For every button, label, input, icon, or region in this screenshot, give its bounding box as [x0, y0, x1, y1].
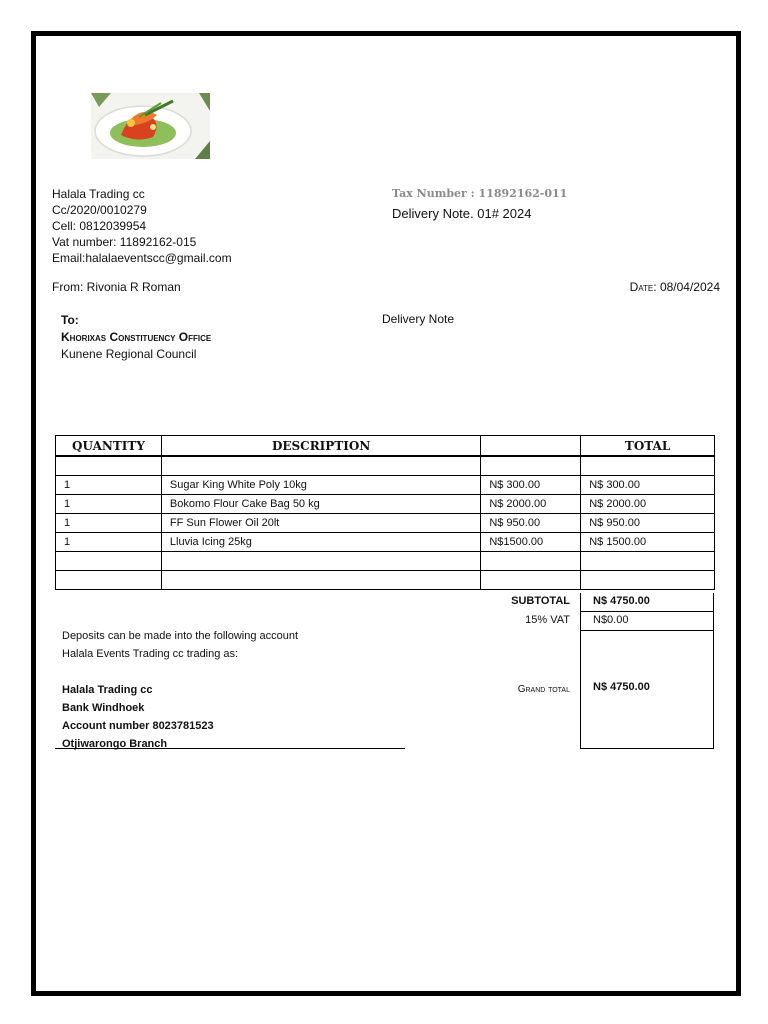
row-description: Bokomo Flour Cake Bag 50 kg	[161, 495, 480, 514]
row-price	[481, 456, 581, 476]
to-label: To:	[61, 313, 79, 327]
table-row	[56, 533, 715, 552]
vat-label	[496, 614, 570, 626]
table-row	[56, 514, 715, 533]
document-type-label: Delivery Note	[382, 312, 455, 326]
row-price	[481, 552, 581, 571]
table-row	[56, 495, 715, 514]
subtotal-label: SUBTOTAL	[511, 595, 570, 607]
row-description: FF Sun Flower Oil 20lt	[161, 514, 480, 533]
row-description	[161, 552, 480, 571]
delivery-note-page	[31, 31, 741, 996]
bank-account-number: Account number 8023781523	[62, 720, 214, 732]
deposit-instructions	[62, 627, 298, 663]
table-header-row	[56, 436, 715, 457]
bank-account-name: Halala Trading cc	[62, 684, 153, 696]
bank-branch: Otjiwarongo Branch	[62, 738, 168, 750]
row-price: N$ 950.00	[481, 514, 581, 533]
row-total: N$ 2000.00	[581, 495, 715, 514]
recipient-council: Kunene Regional Council	[61, 347, 197, 361]
row-total	[581, 456, 715, 476]
vat-box	[580, 612, 714, 631]
row-price: N$ 300.00	[481, 476, 581, 495]
row-price: N$ 2000.00	[481, 495, 581, 514]
bank-details	[62, 681, 214, 753]
date-line	[630, 280, 720, 294]
row-quantity: 1	[56, 476, 162, 495]
subtotal-box	[580, 593, 714, 612]
company-cell: Cell: 0812039954	[52, 219, 147, 233]
company-name: Halala Trading cc	[52, 187, 145, 201]
table-row	[56, 476, 715, 495]
table-row	[56, 552, 715, 571]
deposit-line-2: Halala Events Trading cc trading as:	[62, 648, 239, 660]
table-row	[56, 456, 715, 476]
date-value: 08/04/2024	[659, 280, 720, 294]
food-dish-logo	[91, 93, 210, 159]
recipient-block	[61, 312, 211, 363]
tax-number: Tax Number : 11892162-011	[392, 187, 568, 200]
row-description: Sugar King White Poly 10kg	[161, 476, 480, 495]
row-quantity: 1	[56, 495, 162, 514]
header-quantity: QUANTITY	[56, 436, 162, 457]
grand-total-label: Grand total	[517, 684, 570, 695]
row-total: N$ 300.00	[581, 476, 715, 495]
row-description	[161, 456, 480, 476]
company-vat-number: Vat number: 11892162-015	[52, 235, 197, 249]
vat-word: VAT	[550, 614, 570, 626]
header-total: TOTAL	[581, 436, 715, 457]
items-table	[55, 435, 715, 590]
row-total: N$ 1500.00	[581, 533, 715, 552]
row-quantity: 1	[56, 533, 162, 552]
vat-percent: 15%	[525, 614, 548, 626]
grand-total-box	[580, 631, 714, 749]
from-line: From: Rivonia R Roman	[52, 280, 181, 294]
header-price	[481, 436, 581, 457]
table-row	[56, 571, 715, 590]
row-quantity	[56, 571, 162, 590]
row-quantity	[56, 552, 162, 571]
company-email: Email:halalaeventscc@gmail.com	[52, 251, 232, 265]
grand-total-value: N$ 4750.00	[593, 681, 650, 693]
row-description: Lluvia Icing 25kg	[161, 533, 480, 552]
row-total	[581, 571, 715, 590]
row-quantity	[56, 456, 162, 476]
recipient-office: Khorixas Constituency Office	[61, 330, 212, 344]
subtotal-value: N$ 4750.00	[593, 595, 650, 607]
bank-name: Bank Windhoek	[62, 702, 145, 714]
vat-value: N$0.00	[593, 614, 629, 626]
row-description	[161, 571, 480, 590]
date-label: Date:	[629, 280, 657, 294]
row-price	[481, 571, 581, 590]
row-price: N$1500.00	[481, 533, 581, 552]
header-description: DESCRIPTION	[161, 436, 480, 457]
row-quantity: 1	[56, 514, 162, 533]
row-total	[581, 552, 715, 571]
delivery-note-number: Delivery Note. 01# 2024	[392, 206, 532, 221]
row-total: N$ 950.00	[581, 514, 715, 533]
company-details	[52, 186, 232, 266]
deposit-line-1: Deposits can be made into the following account	[62, 630, 299, 642]
divider-line	[55, 748, 405, 749]
company-registration: Cc/2020/0010279	[52, 203, 147, 217]
